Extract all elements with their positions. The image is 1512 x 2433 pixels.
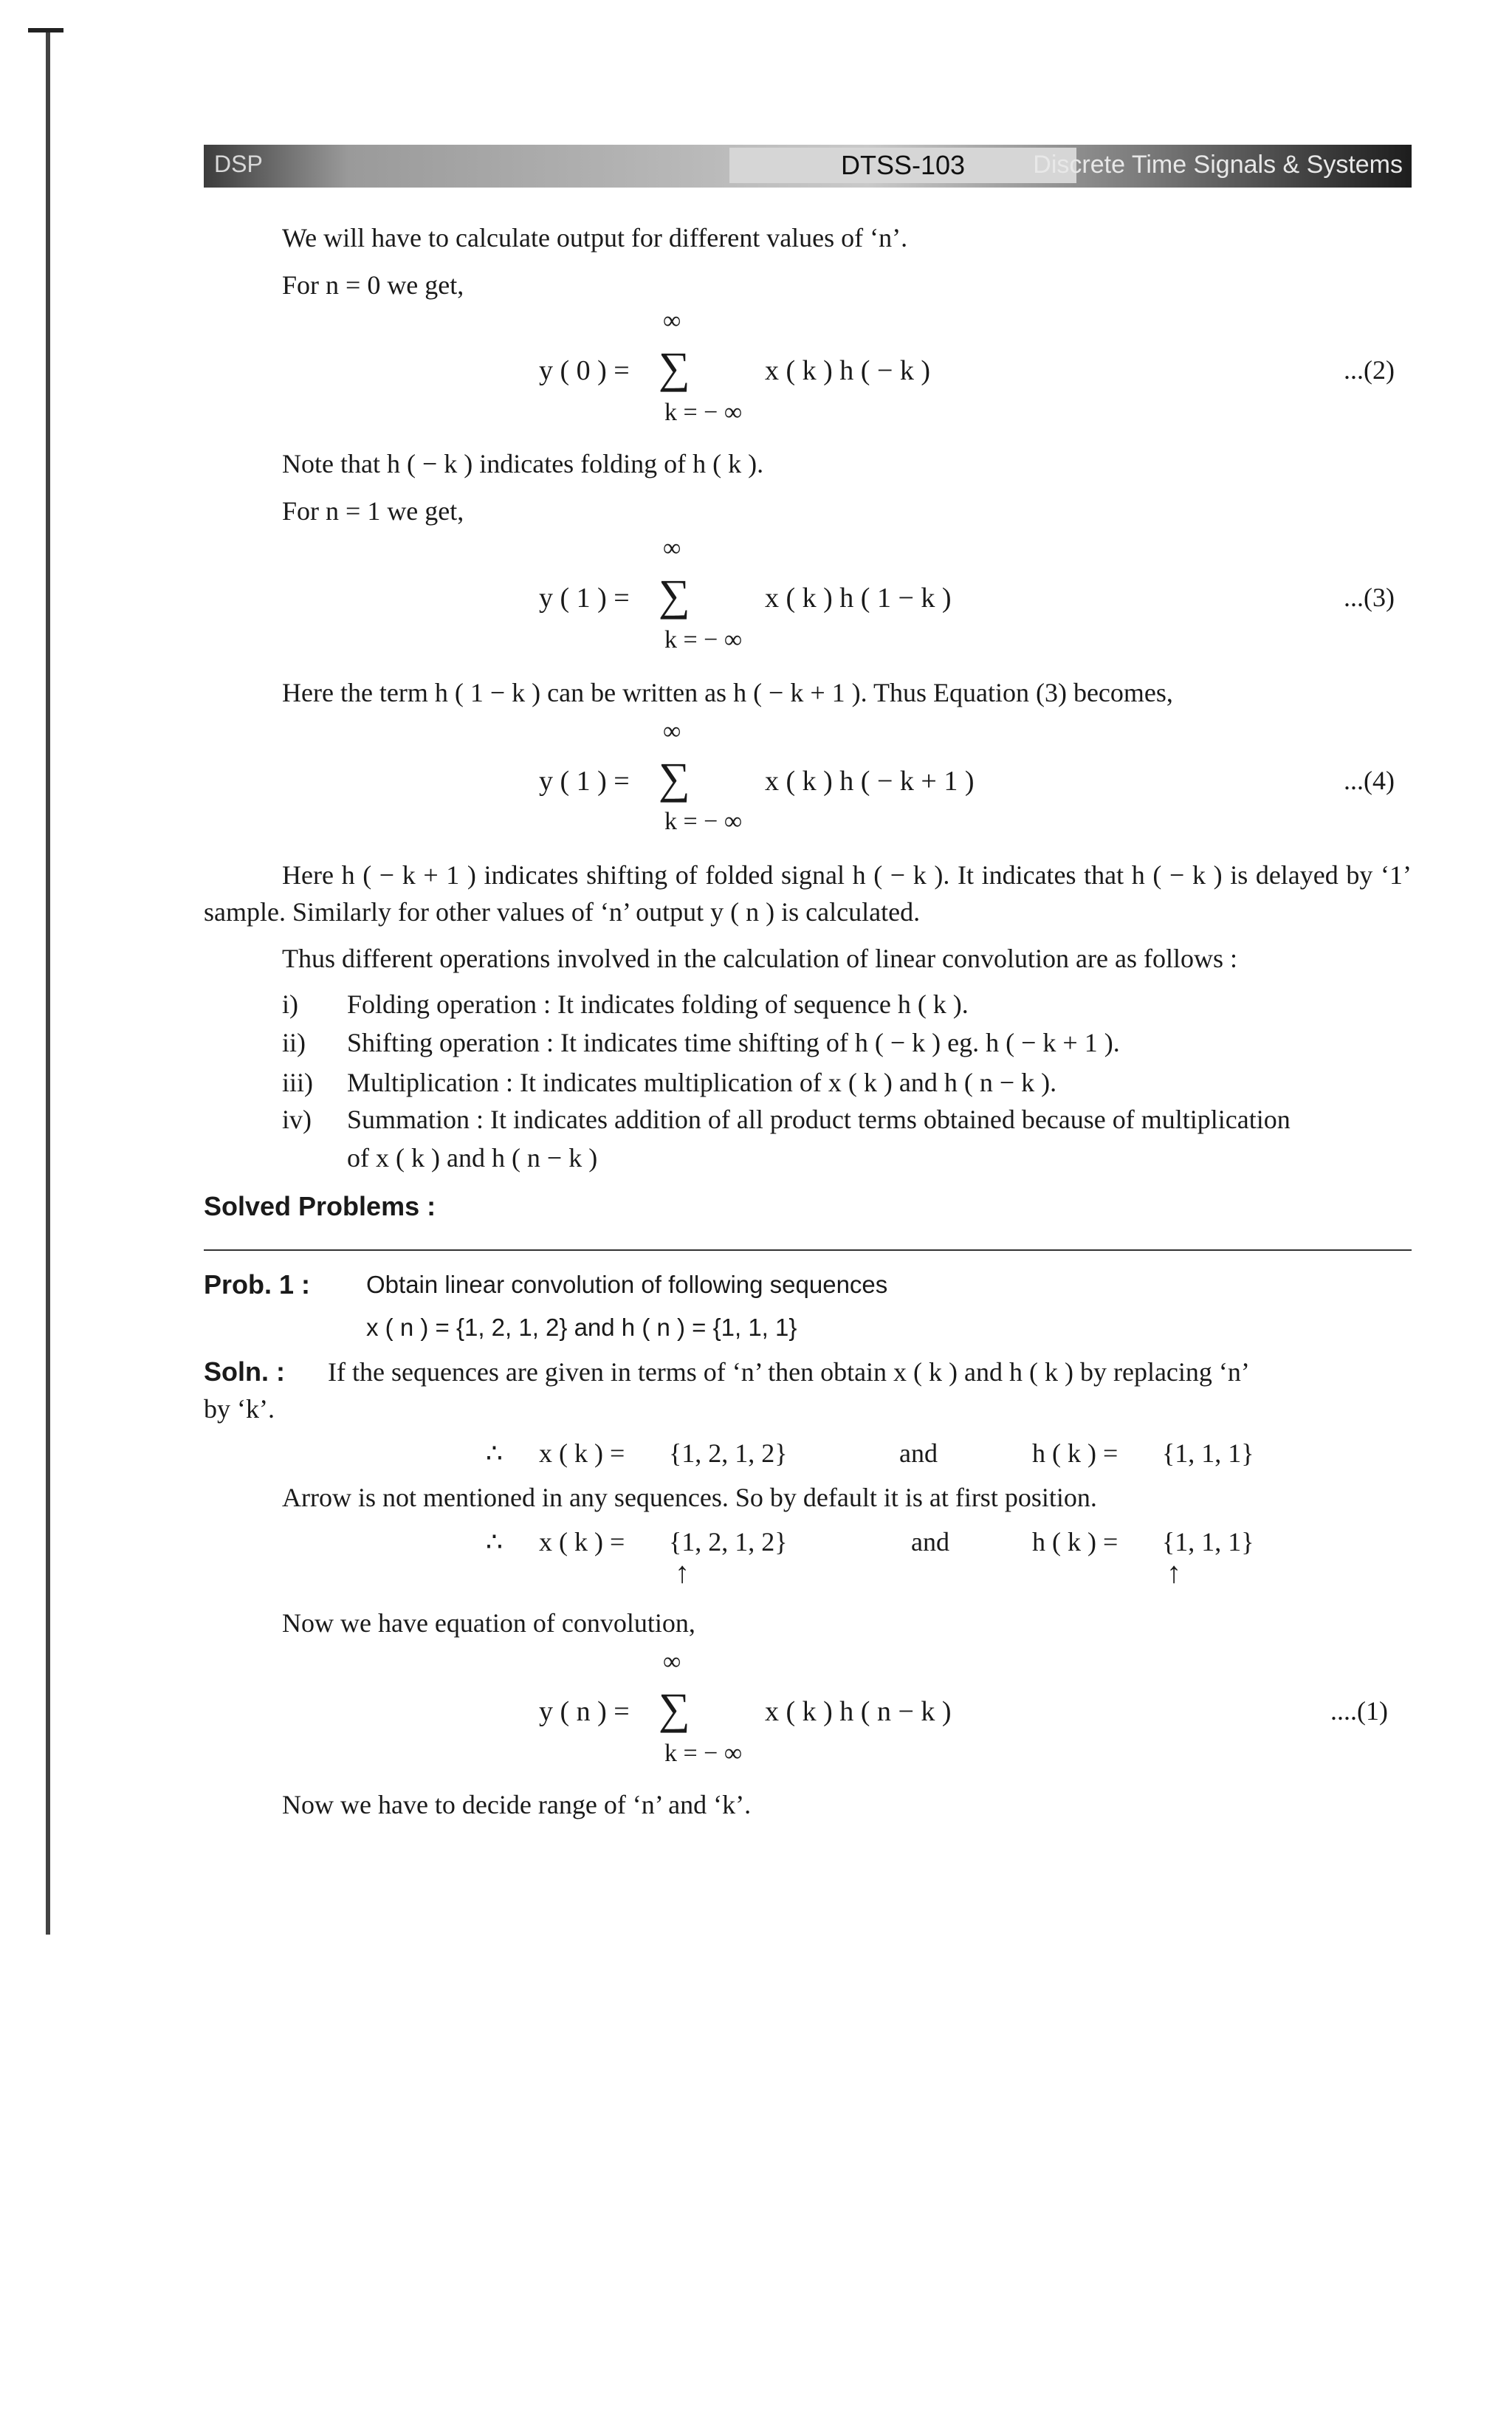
list-item: Multiplication : It indicates multiplication of x ( k ) and h ( n − k ).: [347, 1068, 1057, 1097]
therefore-symbol: ∴: [486, 1527, 503, 1557]
paragraph: Here the term h ( 1 − k ) can be written as h ( − k + 1 ). Thus Equation (3) becomes,: [282, 678, 1173, 707]
problem-statement: Obtain linear convolution of following sequences: [366, 1271, 888, 1298]
sum-lower-limit: k = − ∞: [664, 1740, 743, 1767]
problem-label: Prob. 1 :: [204, 1269, 311, 1300]
equation-rhs: x ( k ) h ( 1 − k ): [765, 583, 952, 614]
equation-number: ...(4): [1344, 766, 1395, 795]
equation-lhs: y ( 1 ) =: [539, 766, 630, 797]
sum-lower-limit: k = − ∞: [664, 399, 743, 426]
paragraph: Here h ( − k + 1 ) indicates shifting of folded signal h ( − k ). It indicates that h ( − k ) is delayed by ‘1’ sample. Similarly for other values of ‘n’ output y ( n ) is calculated.: [204, 860, 1412, 927]
equation-number: ....(1): [1330, 1696, 1388, 1726]
divider: [204, 1249, 1412, 1251]
conjunction: and: [899, 1438, 938, 1468]
list-item: Summation : It indicates addition of all product terms obtained because of multiplication: [347, 1105, 1291, 1134]
summation-symbol: ∑: [659, 1684, 690, 1733]
summation-symbol: ∑: [659, 571, 690, 620]
paragraph: Arrow is not mentioned in any sequences. So by default it is at first position.: [282, 1483, 1097, 1512]
sequence-value: {1, 1, 1}: [1162, 1527, 1254, 1557]
sequence-value: {1, 2, 1, 2}: [669, 1438, 788, 1468]
header-page-code: DTSS-103: [729, 148, 1076, 183]
summation-symbol: ∑: [659, 343, 690, 392]
sequence-value: {1, 2, 1, 2}: [669, 1527, 788, 1557]
equation-lhs: y ( 0 ) =: [539, 355, 630, 386]
equation-lhs: y ( 1 ) =: [539, 583, 630, 614]
paragraph: For n = 0 we get,: [282, 270, 464, 300]
sum-upper-limit: ∞: [663, 535, 681, 562]
sequence-lhs: x ( k ) =: [539, 1438, 625, 1468]
header-left: DSP: [214, 151, 263, 177]
equation-rhs: x ( k ) h ( − k + 1 ): [765, 766, 975, 797]
paragraph: Thus different operations involved in the calculation of linear convolution are as follows :: [282, 944, 1237, 973]
header-chapter-title: Discrete Time Signals & Systems: [1033, 151, 1403, 179]
equation-rhs: x ( k ) h ( − k ): [765, 355, 931, 386]
list-item-number: i): [282, 989, 298, 1019]
therefore-symbol: ∴: [486, 1438, 503, 1468]
equation-number: ...(2): [1344, 355, 1395, 385]
section-heading: Solved Problems :: [204, 1191, 436, 1221]
conjunction: and: [911, 1527, 949, 1557]
sum-upper-limit: ∞: [663, 718, 681, 745]
sequence-lhs: x ( k ) =: [539, 1527, 625, 1557]
summation-symbol: ∑: [659, 754, 690, 803]
paragraph: We will have to calculate output for different values of ‘n’.: [282, 223, 908, 253]
list-item-number: iii): [282, 1068, 313, 1097]
paragraph: Now we have equation of convolution,: [282, 1608, 695, 1638]
equation-number: ...(3): [1344, 583, 1395, 612]
sum-upper-limit: ∞: [663, 307, 681, 334]
paragraph: For n = 1 we get,: [282, 496, 464, 526]
sum-lower-limit: k = − ∞: [664, 626, 743, 653]
list-item-number: iv): [282, 1105, 312, 1134]
list-item-continuation: of x ( k ) and h ( n − k ): [347, 1143, 598, 1173]
sum-lower-limit: k = − ∞: [664, 808, 743, 835]
sequence-lhs: h ( k ) =: [1032, 1527, 1118, 1557]
equation-lhs: y ( n ) =: [539, 1696, 630, 1727]
running-header: [204, 145, 1412, 188]
first-position-arrow: ↑: [1166, 1556, 1181, 1589]
problem-sequences: x ( n ) = {1, 2, 1, 2} and h ( n ) = {1, 1, 1}: [366, 1314, 797, 1341]
solution-text: by ‘k’.: [204, 1394, 275, 1424]
solution-text: If the sequences are given in terms of ‘n’ then obtain x ( k ) and h ( k ) by replacing ‘n’: [328, 1357, 1250, 1387]
list-item: Folding operation : It indicates folding of sequence h ( k ).: [347, 989, 969, 1019]
first-position-arrow: ↑: [675, 1556, 690, 1589]
sequence-value: {1, 1, 1}: [1162, 1438, 1254, 1468]
solution-label: Soln. :: [204, 1356, 285, 1387]
paragraph: Note that h ( − k ) indicates folding of h ( k ).: [282, 449, 764, 478]
sum-upper-limit: ∞: [663, 1648, 681, 1675]
list-item: Shifting operation : It indicates time shifting of h ( − k ) eg. h ( − k + 1 ).: [347, 1028, 1120, 1057]
sequence-lhs: h ( k ) =: [1032, 1438, 1118, 1468]
equation-rhs: x ( k ) h ( n − k ): [765, 1696, 952, 1727]
list-item-number: ii): [282, 1028, 306, 1057]
binding-line: [46, 30, 50, 1935]
paragraph: Now we have to decide range of ‘n’ and ‘k’.: [282, 1790, 752, 1819]
